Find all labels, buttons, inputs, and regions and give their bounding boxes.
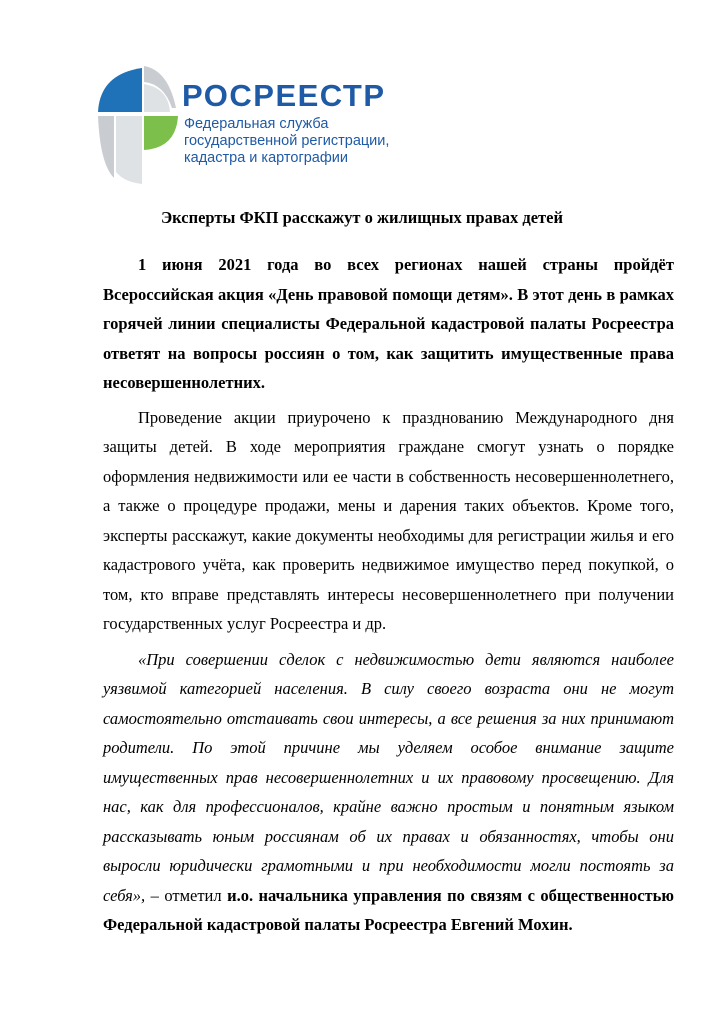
emblem-grey-lower — [116, 116, 142, 184]
quote-connector: – отметил — [145, 885, 228, 905]
brand-subtitle-line: Федеральная служба — [184, 116, 329, 132]
article-body — [103, 250, 674, 940]
emblem-green-segment — [144, 116, 178, 150]
brand-subtitle-line: государственной регистрации, — [184, 133, 390, 149]
brand-name: РОСРЕЕСТР — [182, 78, 386, 113]
rosreestr-logo — [98, 64, 388, 186]
quote-attribution: и.о. начальника управления по связям с общественностью Федеральной кадастровой палаты Росреестра Евгений Мохин. — [103, 885, 674, 934]
brand-subtitle — [184, 116, 394, 167]
body-paragraph: Проведение акции приурочено к празднованию Международного дня защиты детей. В ходе мероприятия граждане смогут узнать о порядке оформления недвижимости или ее части в собственность несовершеннолетнего, а также о процедуре продажи, мены и дарения таких объектов. Кроме того, эксперты расскажут, какие документы необходимы для регистрации жилья и его кадастрового учёта, как проверить недвижимое имущество перед покупкой, о том, кто вправе представлять интересы несовершеннолетнего при получении государственных услуг Росреестра и др. — [103, 407, 674, 633]
lead-paragraph: 1 июня 2021 года во всех регионах нашей страны пройдёт Всероссийская акция «День правовой помощи детям». В этот день в рамках горячей линии специалисты Федеральной кадастровой палаты Росреестра ответят на вопросы россиян о том, как защитить имущественные права несовершеннолетних. — [103, 255, 674, 392]
emblem-grey-arc-left — [98, 116, 114, 178]
brand-subtitle-line: кадастра и картографии — [184, 150, 348, 166]
article-title: Эксперты ФКП расскажут о жилищных правах детей — [160, 208, 563, 227]
emblem-blue-segment — [98, 68, 142, 112]
quote-paragraph — [103, 645, 674, 940]
quote-text: «При совершении сделок с недвижимостью дети являются наиболее уязвимой категорией населения. В силу своего возраста они не могут самостоятельно отстаивать свои интересы, а все решения за них принимают родители. По этой причине мы уделяем особое внимание защите имущественных прав несовершеннолетних и их правовому просвещению. Для нас, как для профессионалов, крайне важно простым и понятным языком рассказывать юным россиянам об их правах и обязанностях, чтобы они выросли юридически грамотными и при необходимости могли постоять за себя», — [103, 649, 674, 905]
rosreestr-emblem-icon — [98, 64, 178, 186]
